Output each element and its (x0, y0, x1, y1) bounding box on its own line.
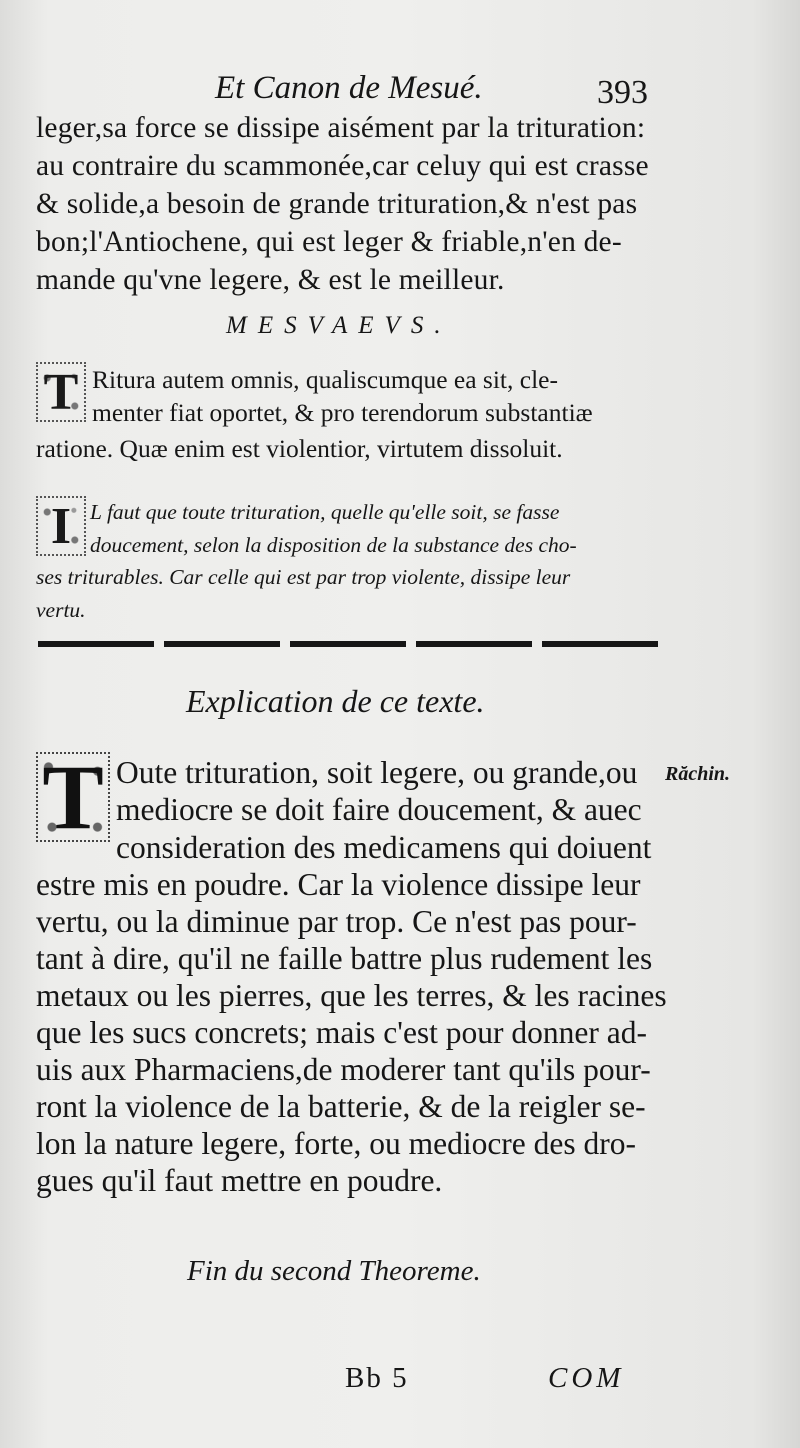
end-of-theorem: Fin du second Theoreme. (187, 1255, 481, 1287)
french-line-2: doucement, selon la disposition de la substance des cho- (90, 533, 577, 557)
explication-line-12: gues qu'il faut mettre en poudre. (36, 1163, 443, 1198)
latin-line-2: menter fiat oportet, & pro terendorum substantiæ (92, 398, 593, 427)
divider-segment (290, 641, 406, 647)
explication-line-7: metaux ou les pierres, que les terres, & les racines (36, 978, 667, 1013)
explication-dropcap: T (36, 752, 110, 842)
running-title: Et Canon de Mesué. (215, 70, 483, 106)
divider-segment (542, 641, 658, 647)
french-line-4: vertu. (36, 598, 86, 622)
divider-segment (416, 641, 532, 647)
french-dropcap: I (36, 496, 86, 556)
signature-mark: Bb 5 (345, 1362, 409, 1394)
latin-line-1: Ritura autem omnis, qualiscumque ea sit, cle- (92, 365, 558, 394)
intro-line-1: leger,sa force se dissipe aisément par la trituration: (36, 112, 646, 144)
explication-line-3: consideration des medicamens qui doiuent (116, 830, 652, 865)
margin-note: Răchin. (665, 763, 731, 785)
latin-line-3: ratione. Quæ enim est violentior, virtutem dissoluit. (36, 434, 563, 463)
divider-segment (38, 641, 154, 647)
intro-line-2: au contraire du scammonée,car celuy qui est crasse (36, 150, 649, 182)
explication-line-1: Oute trituration, soit legere, ou grande,ou (116, 755, 638, 790)
explication-line-4: estre mis en poudre. Car la violence dissipe leur (36, 867, 641, 902)
intro-line-5: mande qu'vne legere, & est le meilleur. (36, 264, 505, 296)
explication-line-11: lon la nature legere, forte, ou mediocre des dro- (36, 1126, 636, 1161)
section-title-mesvaevs: MESVAEVS. (226, 312, 452, 339)
intro-line-3: & solide,a besoin de grande trituration,& n'est pas (36, 188, 638, 220)
explication-line-9: uis aux Pharmaciens,de moderer tant qu'ils pour- (36, 1052, 651, 1087)
explication-line-6: tant à dire, qu'il ne faille battre plus rudement les (36, 941, 653, 976)
latin-dropcap: T (36, 362, 86, 422)
explication-line-2: mediocre se doit faire doucement, & auec (116, 792, 642, 827)
catchword: COM (548, 1362, 625, 1394)
page-number: 393 (597, 74, 648, 111)
divider-segment (164, 641, 280, 647)
explication-title: Explication de ce texte. (186, 683, 485, 719)
explication-line-10: ront la violence de la batterie, & de la reigler se- (36, 1089, 646, 1124)
explication-line-8: que les sucs concrets; mais c'est pour donner ad- (36, 1015, 647, 1050)
explication-line-5: vertu, ou la diminue par trop. Ce n'est pas pour- (36, 904, 637, 939)
section-divider (38, 641, 658, 651)
french-line-3: ses triturables. Car celle qui est par trop violente, dissipe leur (36, 565, 571, 589)
french-line-1: L faut que toute trituration, quelle qu'elle soit, se fasse (90, 500, 560, 524)
intro-line-4: bon;l'Antiochene, qui est leger & friable,n'en de- (36, 226, 622, 258)
